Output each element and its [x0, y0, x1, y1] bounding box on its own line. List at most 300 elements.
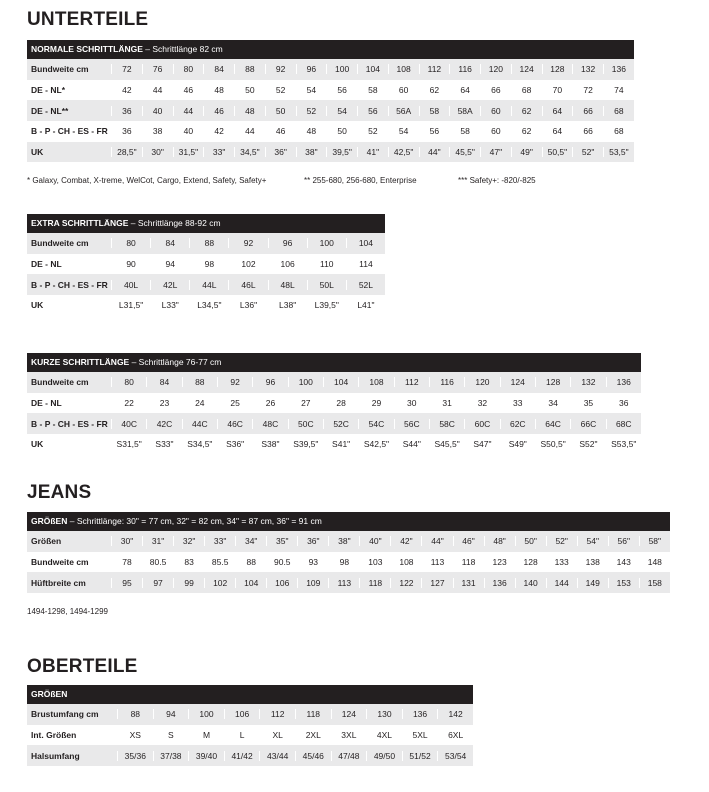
table-cell: S33" — [146, 439, 181, 449]
table-cell: 25 — [217, 398, 252, 408]
table-cell: 58 — [357, 85, 388, 95]
table-cell: 48L — [268, 280, 307, 290]
table-cell: 106 — [266, 578, 297, 588]
table-cell: 38 — [142, 126, 173, 136]
table-cell: 32" — [173, 536, 204, 546]
table-cell: 48C — [252, 419, 287, 429]
table-cell: 24 — [182, 398, 217, 408]
table-cell: 46 — [265, 126, 296, 136]
table-cell: 80 — [111, 377, 146, 387]
table-cell: 84 — [203, 64, 234, 74]
table-cell: S31,5" — [111, 439, 146, 449]
table-header-title: KURZE SCHRITTLÄNGE — [31, 357, 130, 367]
table-cell: S53,5" — [606, 439, 641, 449]
row-label: DE - NL — [31, 398, 62, 409]
table-cell: 6XL — [437, 730, 473, 740]
table-cell: 64C — [535, 419, 570, 429]
table-row — [27, 725, 473, 746]
table-cell: 136 — [606, 377, 641, 387]
table-cell: S50,5" — [535, 439, 570, 449]
table-cell: 52" — [572, 147, 603, 157]
table-cell: 36" — [297, 536, 328, 546]
table-kurze-schrittlaenge — [27, 353, 641, 455]
table-cell: 3XL — [331, 730, 367, 740]
table-cell: 34 — [535, 398, 570, 408]
table-cell: 128 — [542, 64, 573, 74]
table-cell: 128 — [535, 377, 570, 387]
table-cell: 72 — [572, 85, 603, 95]
table-cell: 118 — [359, 578, 390, 588]
table-cell: 112 — [259, 709, 295, 719]
table-cell: S39,5" — [288, 439, 323, 449]
table-cell: 44" — [419, 147, 450, 157]
table-header-title: GRÖßEN — [31, 689, 68, 699]
table-cell: 60C — [464, 419, 499, 429]
table-cell: 131 — [453, 578, 484, 588]
table-cell: 96 — [252, 377, 287, 387]
table-cell: 60 — [480, 126, 511, 136]
table-cell: 30" — [142, 147, 173, 157]
table-cell: 31" — [142, 536, 173, 546]
table-cell: 28,5" — [111, 147, 142, 157]
table-cell: 118 — [453, 557, 484, 567]
table-cell: 33" — [204, 536, 235, 546]
table-cell: 42C — [146, 419, 181, 429]
row-label: DE - NL** — [31, 105, 69, 116]
table-cell: 50C — [288, 419, 323, 429]
table-cell: 44 — [142, 85, 173, 95]
table-cell: 92 — [265, 64, 296, 74]
row-label: Bundweite cm — [31, 64, 89, 75]
table-cell: 30" — [111, 536, 142, 546]
table-cell: 92 — [217, 377, 252, 387]
table-cell: 104 — [357, 64, 388, 74]
table-cell: S36" — [217, 439, 252, 449]
table-cell: 80 — [111, 238, 150, 248]
table-cell: 41/42 — [224, 751, 260, 761]
row-label: Hüftbreite cm — [31, 577, 86, 588]
table-cell: 31 — [429, 398, 464, 408]
table-cell: 47/48 — [331, 751, 367, 761]
table-header-title: NORMALE SCHRITTLÄNGE — [31, 44, 143, 54]
table-cell: 120 — [464, 377, 499, 387]
table-cell: S47" — [464, 439, 499, 449]
table-cell: 90.5 — [266, 557, 297, 567]
table-header-title: GRÖßEN — [31, 516, 68, 526]
table-cell: 5XL — [402, 730, 438, 740]
table-header-bar — [27, 685, 473, 704]
table-cell: 76 — [142, 64, 173, 74]
table-row — [27, 745, 473, 766]
table-cell: 40 — [142, 106, 173, 116]
table-cell: 142 — [437, 709, 473, 719]
table-cell: 36 — [111, 126, 142, 136]
table-cell: 34" — [235, 536, 266, 546]
table-cell: 53/54 — [437, 751, 473, 761]
table-cell: 99 — [173, 578, 204, 588]
table-cell: 66C — [570, 419, 605, 429]
table-cell: 93 — [297, 557, 328, 567]
table-cell: S52" — [570, 439, 605, 449]
table-row — [27, 100, 634, 121]
table-cell: 149 — [577, 578, 608, 588]
row-label: DE - NL — [31, 259, 62, 270]
table-header-subtitle: – Schrittlänge 88-92 cm — [128, 218, 221, 228]
table-cell: 92 — [228, 238, 267, 248]
table-cell: 98 — [328, 557, 359, 567]
table-cell: 44C — [182, 419, 217, 429]
table-cell: 44 — [173, 106, 204, 116]
table-cell: 64 — [449, 85, 480, 95]
table-cell: 66 — [480, 85, 511, 95]
table-cell: S34,5" — [182, 439, 217, 449]
table-cell: 80 — [173, 64, 204, 74]
table-cell: 52" — [546, 536, 577, 546]
table-cell: 64 — [542, 106, 573, 116]
row-label: B - P - CH - ES - FR — [31, 126, 108, 137]
table-cell: 58C — [429, 419, 464, 429]
table-cell: S44" — [394, 439, 429, 449]
table-cell: 143 — [608, 557, 639, 567]
table-cell: 96 — [268, 238, 307, 248]
table-row — [27, 434, 641, 455]
table-cell: 130 — [366, 709, 402, 719]
footnote-2: ** 255-680, 256-680, Enterprise — [304, 176, 417, 185]
table-cell: 80.5 — [142, 557, 173, 567]
table-cell: 158 — [639, 578, 670, 588]
table-cell: 40 — [173, 126, 204, 136]
table-cell: 37/38 — [153, 751, 189, 761]
table-cell: 140 — [515, 578, 546, 588]
table-cell: 35 — [570, 398, 605, 408]
table-cell: 51/52 — [402, 751, 438, 761]
table-cell: 48 — [296, 126, 327, 136]
footnote-3: *** Safety+: -820/-825 — [458, 176, 536, 185]
table-cell: 33 — [500, 398, 535, 408]
table-cell: 53,5" — [603, 147, 634, 157]
table-cell: 48" — [484, 536, 515, 546]
table-cell: 88 — [189, 238, 228, 248]
table-cell: 103 — [359, 557, 390, 567]
table-cell: 104 — [323, 377, 358, 387]
table-cell: 34,5" — [234, 147, 265, 157]
row-label: Bundweite cm — [31, 557, 89, 568]
row-label: UK — [31, 439, 44, 450]
table-cell: 35" — [266, 536, 297, 546]
table-cell: 148 — [639, 557, 670, 567]
jeans-note: 1494-1298, 1494-1299 — [27, 607, 108, 616]
table-cell: 28 — [323, 398, 358, 408]
table-cell: 39/40 — [188, 751, 224, 761]
table-cell: 50L — [307, 280, 346, 290]
table-cell: 44" — [421, 536, 452, 546]
table-cell: 46C — [217, 419, 252, 429]
table-cell: 100 — [326, 64, 357, 74]
table-cell: L34,5" — [189, 300, 228, 310]
table-cell: 62 — [511, 126, 542, 136]
table-cell: 113 — [421, 557, 452, 567]
table-cell: 127 — [421, 578, 452, 588]
table-cell: 124 — [500, 377, 535, 387]
table-cell: 50 — [265, 106, 296, 116]
table-header-bar — [27, 214, 385, 233]
table-cell: 100 — [188, 709, 224, 719]
table-cell: 106 — [224, 709, 260, 719]
table-cell: 94 — [150, 259, 189, 269]
table-cell: 26 — [252, 398, 287, 408]
table-row — [27, 531, 670, 552]
table-cell: 104 — [235, 578, 266, 588]
table-cell: L41" — [346, 300, 385, 310]
table-cell: 36 — [606, 398, 641, 408]
table-cell: 97 — [142, 578, 173, 588]
table-cell: 66 — [572, 106, 603, 116]
row-label: UK — [31, 147, 44, 158]
table-cell: 52 — [357, 126, 388, 136]
table-cell: 88 — [182, 377, 217, 387]
table-cell: 58 — [419, 106, 450, 116]
table-cell: XL — [259, 730, 295, 740]
table-row — [27, 704, 473, 725]
table-header-subtitle: – Schrittlänge 82 cm — [142, 44, 223, 54]
table-cell: 124 — [331, 709, 367, 719]
table-cell: 108 — [390, 557, 421, 567]
table-cell: 98 — [189, 259, 228, 269]
table-cell: XS — [117, 730, 153, 740]
table-cell: S49" — [500, 439, 535, 449]
row-label: Halsumfang — [31, 750, 80, 761]
table-header-title: EXTRA SCHRITTLÄNGE — [31, 218, 129, 228]
table-cell: 85.5 — [204, 557, 235, 567]
table-row — [27, 393, 641, 414]
table-cell: S41" — [323, 439, 358, 449]
table-row — [27, 121, 634, 142]
table-cell: 62 — [511, 106, 542, 116]
table-cell: 144 — [546, 578, 577, 588]
table-cell: 54 — [388, 126, 419, 136]
table-cell: 58 — [449, 126, 480, 136]
table-cell: 68 — [603, 106, 634, 116]
table-cell: 68 — [603, 126, 634, 136]
table-cell: 113 — [328, 578, 359, 588]
table-cell: 124 — [511, 64, 542, 74]
table-cell: 136 — [402, 709, 438, 719]
table-cell: 40L — [111, 280, 150, 290]
table-cell: 118 — [295, 709, 331, 719]
table-cell: 33" — [203, 147, 234, 157]
table-cell: 132 — [570, 377, 605, 387]
table-cell: 48 — [203, 85, 234, 95]
table-header-bar — [27, 40, 634, 59]
table-cell: S — [153, 730, 189, 740]
table-cell: 108 — [388, 64, 419, 74]
table-cell: 56A — [388, 106, 419, 116]
jeans-title: JEANS — [27, 482, 92, 503]
table-cell: 50" — [515, 536, 546, 546]
table-cell: 123 — [484, 557, 515, 567]
table-cell: 120 — [480, 64, 511, 74]
table-cell: 46L — [228, 280, 267, 290]
table-cell: 38" — [328, 536, 359, 546]
table-cell: 133 — [546, 557, 577, 567]
table-cell: 106 — [268, 259, 307, 269]
table-cell: 88 — [234, 64, 265, 74]
table-cell: 66 — [572, 126, 603, 136]
table-cell: 62C — [500, 419, 535, 429]
table-cell: S45,5" — [429, 439, 464, 449]
table-cell: 54 — [296, 85, 327, 95]
table-cell: S42,5" — [358, 439, 393, 449]
row-label: Größen — [31, 536, 62, 547]
row-label: DE - NL* — [31, 85, 65, 96]
table-cell: 49/50 — [366, 751, 402, 761]
table-cell: 42L — [150, 280, 189, 290]
table-cell: 68 — [511, 85, 542, 95]
unterteile-title: UNTERTEILE — [27, 9, 149, 30]
table-cell: 56 — [326, 85, 357, 95]
table-cell: 56C — [394, 419, 429, 429]
table-cell: 95 — [111, 578, 142, 588]
table-cell: 52 — [296, 106, 327, 116]
table-cell: 23 — [146, 398, 181, 408]
table-cell: 132 — [572, 64, 603, 74]
table-cell: 4XL — [366, 730, 402, 740]
table-cell: 104 — [346, 238, 385, 248]
table-row — [27, 233, 385, 254]
row-label: Bundweite cm — [31, 238, 89, 249]
table-cell: M — [188, 730, 224, 740]
table-row — [27, 142, 634, 163]
table-cell: 102 — [228, 259, 267, 269]
table-extra-schrittlaenge — [27, 214, 385, 316]
table-cell: 128 — [515, 557, 546, 567]
table-cell: 88 — [235, 557, 266, 567]
table-cell: 54 — [326, 106, 357, 116]
table-cell: 36 — [111, 106, 142, 116]
table-cell: 42" — [390, 536, 421, 546]
table-cell: L39,5" — [307, 300, 346, 310]
table-cell: 49" — [511, 147, 542, 157]
table-oberteile — [27, 685, 473, 766]
table-cell: 38" — [296, 147, 327, 157]
row-label: Bundweite cm — [31, 377, 89, 388]
table-cell: 58A — [449, 106, 480, 116]
oberteile-title: OBERTEILE — [27, 656, 138, 677]
table-cell: 40C — [111, 419, 146, 429]
table-cell: 108 — [358, 377, 393, 387]
table-cell: 100 — [288, 377, 323, 387]
row-label: Int. Größen — [31, 730, 77, 741]
table-cell: 88 — [117, 709, 153, 719]
row-label: B - P - CH - ES - FR — [31, 418, 108, 429]
table-row — [27, 372, 641, 393]
table-cell: L38" — [268, 300, 307, 310]
table-cell: 96 — [296, 64, 327, 74]
table-cell: 44L — [189, 280, 228, 290]
table-cell: 60 — [388, 85, 419, 95]
table-cell: 122 — [390, 578, 421, 588]
table-cell: 42 — [203, 126, 234, 136]
table-cell: 84 — [150, 238, 189, 248]
table-cell: 48 — [234, 106, 265, 116]
table-cell: 90 — [111, 259, 150, 269]
table-cell: 102 — [204, 578, 235, 588]
table-cell: 56 — [357, 106, 388, 116]
row-label: B - P - CH - ES - FR — [31, 279, 108, 290]
table-cell: 100 — [307, 238, 346, 248]
table-cell: 50 — [234, 85, 265, 95]
table-row — [27, 274, 385, 295]
table-cell: S38" — [252, 439, 287, 449]
table-cell: 94 — [153, 709, 189, 719]
table-cell: 45,5" — [449, 147, 480, 157]
table-cell: 39,5" — [326, 147, 357, 157]
table-cell: 136 — [603, 64, 634, 74]
table-cell: 60 — [480, 106, 511, 116]
table-cell: 84 — [146, 377, 181, 387]
table-row — [27, 59, 634, 80]
table-cell: 42 — [111, 85, 142, 95]
table-cell: L36" — [228, 300, 267, 310]
table-cell: 46 — [173, 85, 204, 95]
table-cell: 32 — [464, 398, 499, 408]
table-cell: 46" — [453, 536, 484, 546]
table-cell: 30 — [394, 398, 429, 408]
table-cell: 42,5" — [388, 147, 419, 157]
table-cell: L — [224, 730, 260, 740]
table-cell: 45/46 — [295, 751, 331, 761]
table-cell: 54" — [577, 536, 608, 546]
table-cell: 40" — [359, 536, 390, 546]
table-cell: 44 — [234, 126, 265, 136]
table-cell: 27 — [288, 398, 323, 408]
table-cell: 54C — [358, 419, 393, 429]
table-cell: L31,5" — [111, 300, 150, 310]
table-jeans — [27, 512, 670, 593]
table-cell: 116 — [449, 64, 480, 74]
table-normale-schrittlaenge — [27, 40, 634, 162]
table-row — [27, 80, 634, 101]
table-header-bar — [27, 512, 670, 531]
table-cell: 56" — [608, 536, 639, 546]
table-header-bar — [27, 353, 641, 372]
table-cell: 109 — [297, 578, 328, 588]
table-row — [27, 572, 670, 593]
table-cell: 138 — [577, 557, 608, 567]
table-header-subtitle: – Schrittlänge 76-77 cm — [129, 357, 222, 367]
table-cell: 35/36 — [117, 751, 153, 761]
table-cell: 153 — [608, 578, 639, 588]
table-cell: 62 — [419, 85, 450, 95]
table-row — [27, 254, 385, 275]
table-cell: 64 — [542, 126, 573, 136]
table-cell: 70 — [542, 85, 573, 95]
table-cell: 52 — [265, 85, 296, 95]
table-cell: L33" — [150, 300, 189, 310]
table-cell: 74 — [603, 85, 634, 95]
table-cell: 112 — [394, 377, 429, 387]
table-cell: 43/44 — [259, 751, 295, 761]
table-header-subtitle: – Schrittlänge: 30" = 77 cm, 32" = 82 cm, 34" = 87 cm, 36" = 91 cm — [67, 516, 322, 526]
table-cell: 112 — [419, 64, 450, 74]
table-cell: 41" — [357, 147, 388, 157]
table-cell: 52L — [346, 280, 385, 290]
table-cell: 78 — [111, 557, 142, 567]
table-cell: 46 — [203, 106, 234, 116]
row-label: Brustumfang cm — [31, 709, 99, 720]
table-row — [27, 413, 641, 434]
table-cell: 72 — [111, 64, 142, 74]
